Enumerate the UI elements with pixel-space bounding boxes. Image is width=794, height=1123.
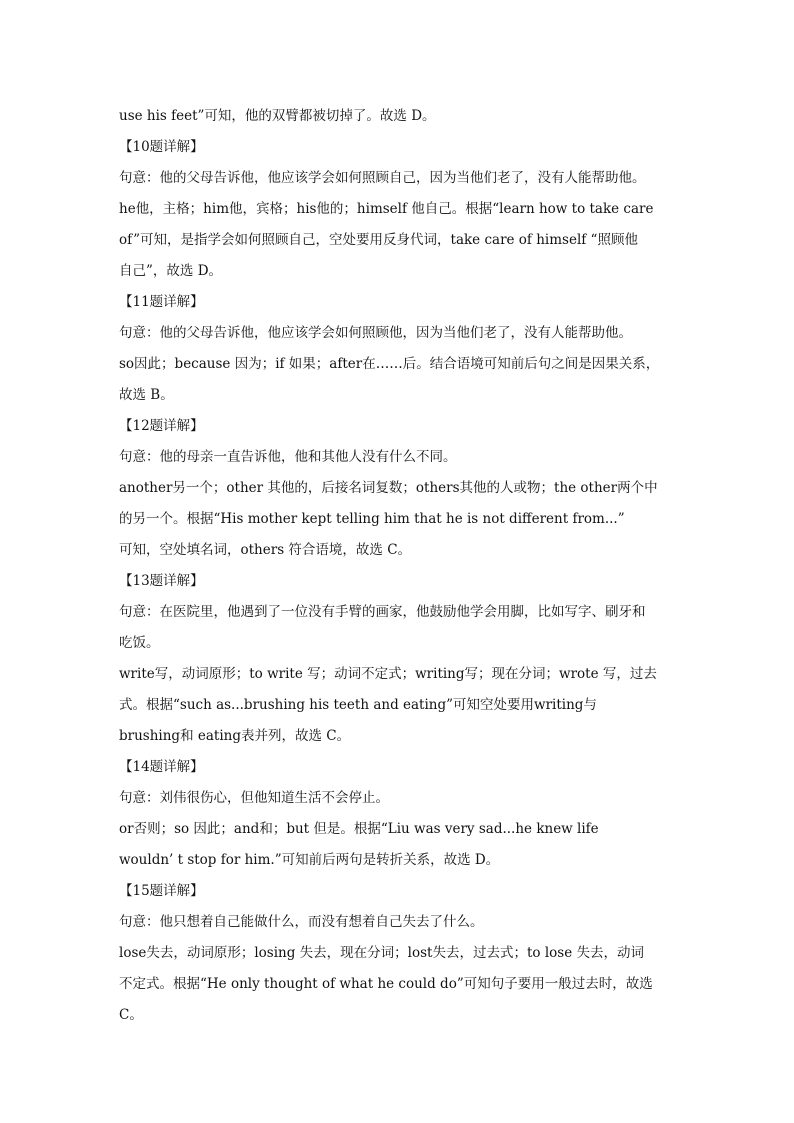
section-heading-12: 【12题详解】 (119, 418, 204, 434)
text-line: 吃饭。 (119, 635, 160, 651)
section-heading-14: 【14题详解】 (119, 759, 204, 775)
text-line: 句意：在医院里，他遇到了一位没有手臂的画家，他鼓励他学会用脚，比如写字、刷牙和 (119, 604, 646, 620)
text-line: lose失去，动词原形；losing 失去，现在分词；lost失去，过去式；to lose 失去，动词 (119, 945, 644, 961)
text-line: use his feet”可知，他的双臂都被切掉了。故选 D。 (119, 108, 436, 124)
text-line: brushing和 eating表并列，故选 C。 (119, 728, 351, 744)
text-line: another另一个；other 其他的，后接名词复数；others其他的人或物；the other两个中 (119, 480, 658, 496)
text-line: 式。根据“such as...brushing his teeth and eating”可知空处要用writing与 (119, 697, 597, 713)
text-line: 可知，空处填名词，others 符合语境，故选 C。 (119, 542, 412, 558)
text-line: 句意：他的母亲一直告诉他，他和其他人没有什么不同。 (119, 449, 457, 465)
text-line: 不定式。根据“He only thought of what he could do”可知句子要用一般过去时，故选 (119, 976, 653, 992)
text-line: 自己”，故选 D。 (119, 263, 223, 279)
text-line: C。 (119, 1007, 143, 1023)
text-line: 句意：他只想着自己能做什么，而没有想着自己失去了什么。 (119, 914, 484, 930)
text-line: write写，动词原形；to write 写；动词不定式；writing写；现在分词；wrote 写，过去 (119, 666, 657, 682)
document-body (119, 101, 681, 1031)
text-line: 句意：他的父母告诉他，他应该学会如何照顾他，因为当他们老了，没有人能帮助他。 (119, 325, 632, 341)
text-line: or否则；so 因此；and和；but 但是。根据“Liu was very sad...he knew life (119, 821, 599, 837)
section-heading-11: 【11题详解】 (119, 294, 204, 310)
text-line: 故选 B。 (119, 387, 174, 403)
text-line: 句意：刘伟很伤心，但他知道生活不会停止。 (119, 790, 389, 806)
section-heading-10: 【10题详解】 (119, 139, 204, 155)
text-line: he他，主格；him他，宾格；his他的；himself 他自己。根据“learn how to take care (119, 201, 654, 217)
text-line: 句意：他的父母告诉他，他应该学会如何照顾自己，因为当他们老了，没有人能帮助他。 (119, 170, 646, 186)
section-heading-13: 【13题详解】 (119, 573, 204, 589)
text-line: 的另一个。根据“His mother kept telling him that he is not different from...” (119, 511, 625, 527)
text-line: so因此；because 因为；if 如果；after在……后。结合语境可知前后句之间是因果关系， (119, 356, 660, 372)
section-heading-15: 【15题详解】 (119, 883, 204, 899)
text-line: wouldn’ t stop for him.”可知前后两句是转折关系，故选 D。 (119, 852, 500, 868)
text-line: of”可知，是指学会如何照顾自己，空处要用反身代词，take care of himself “照顾他 (119, 232, 638, 248)
